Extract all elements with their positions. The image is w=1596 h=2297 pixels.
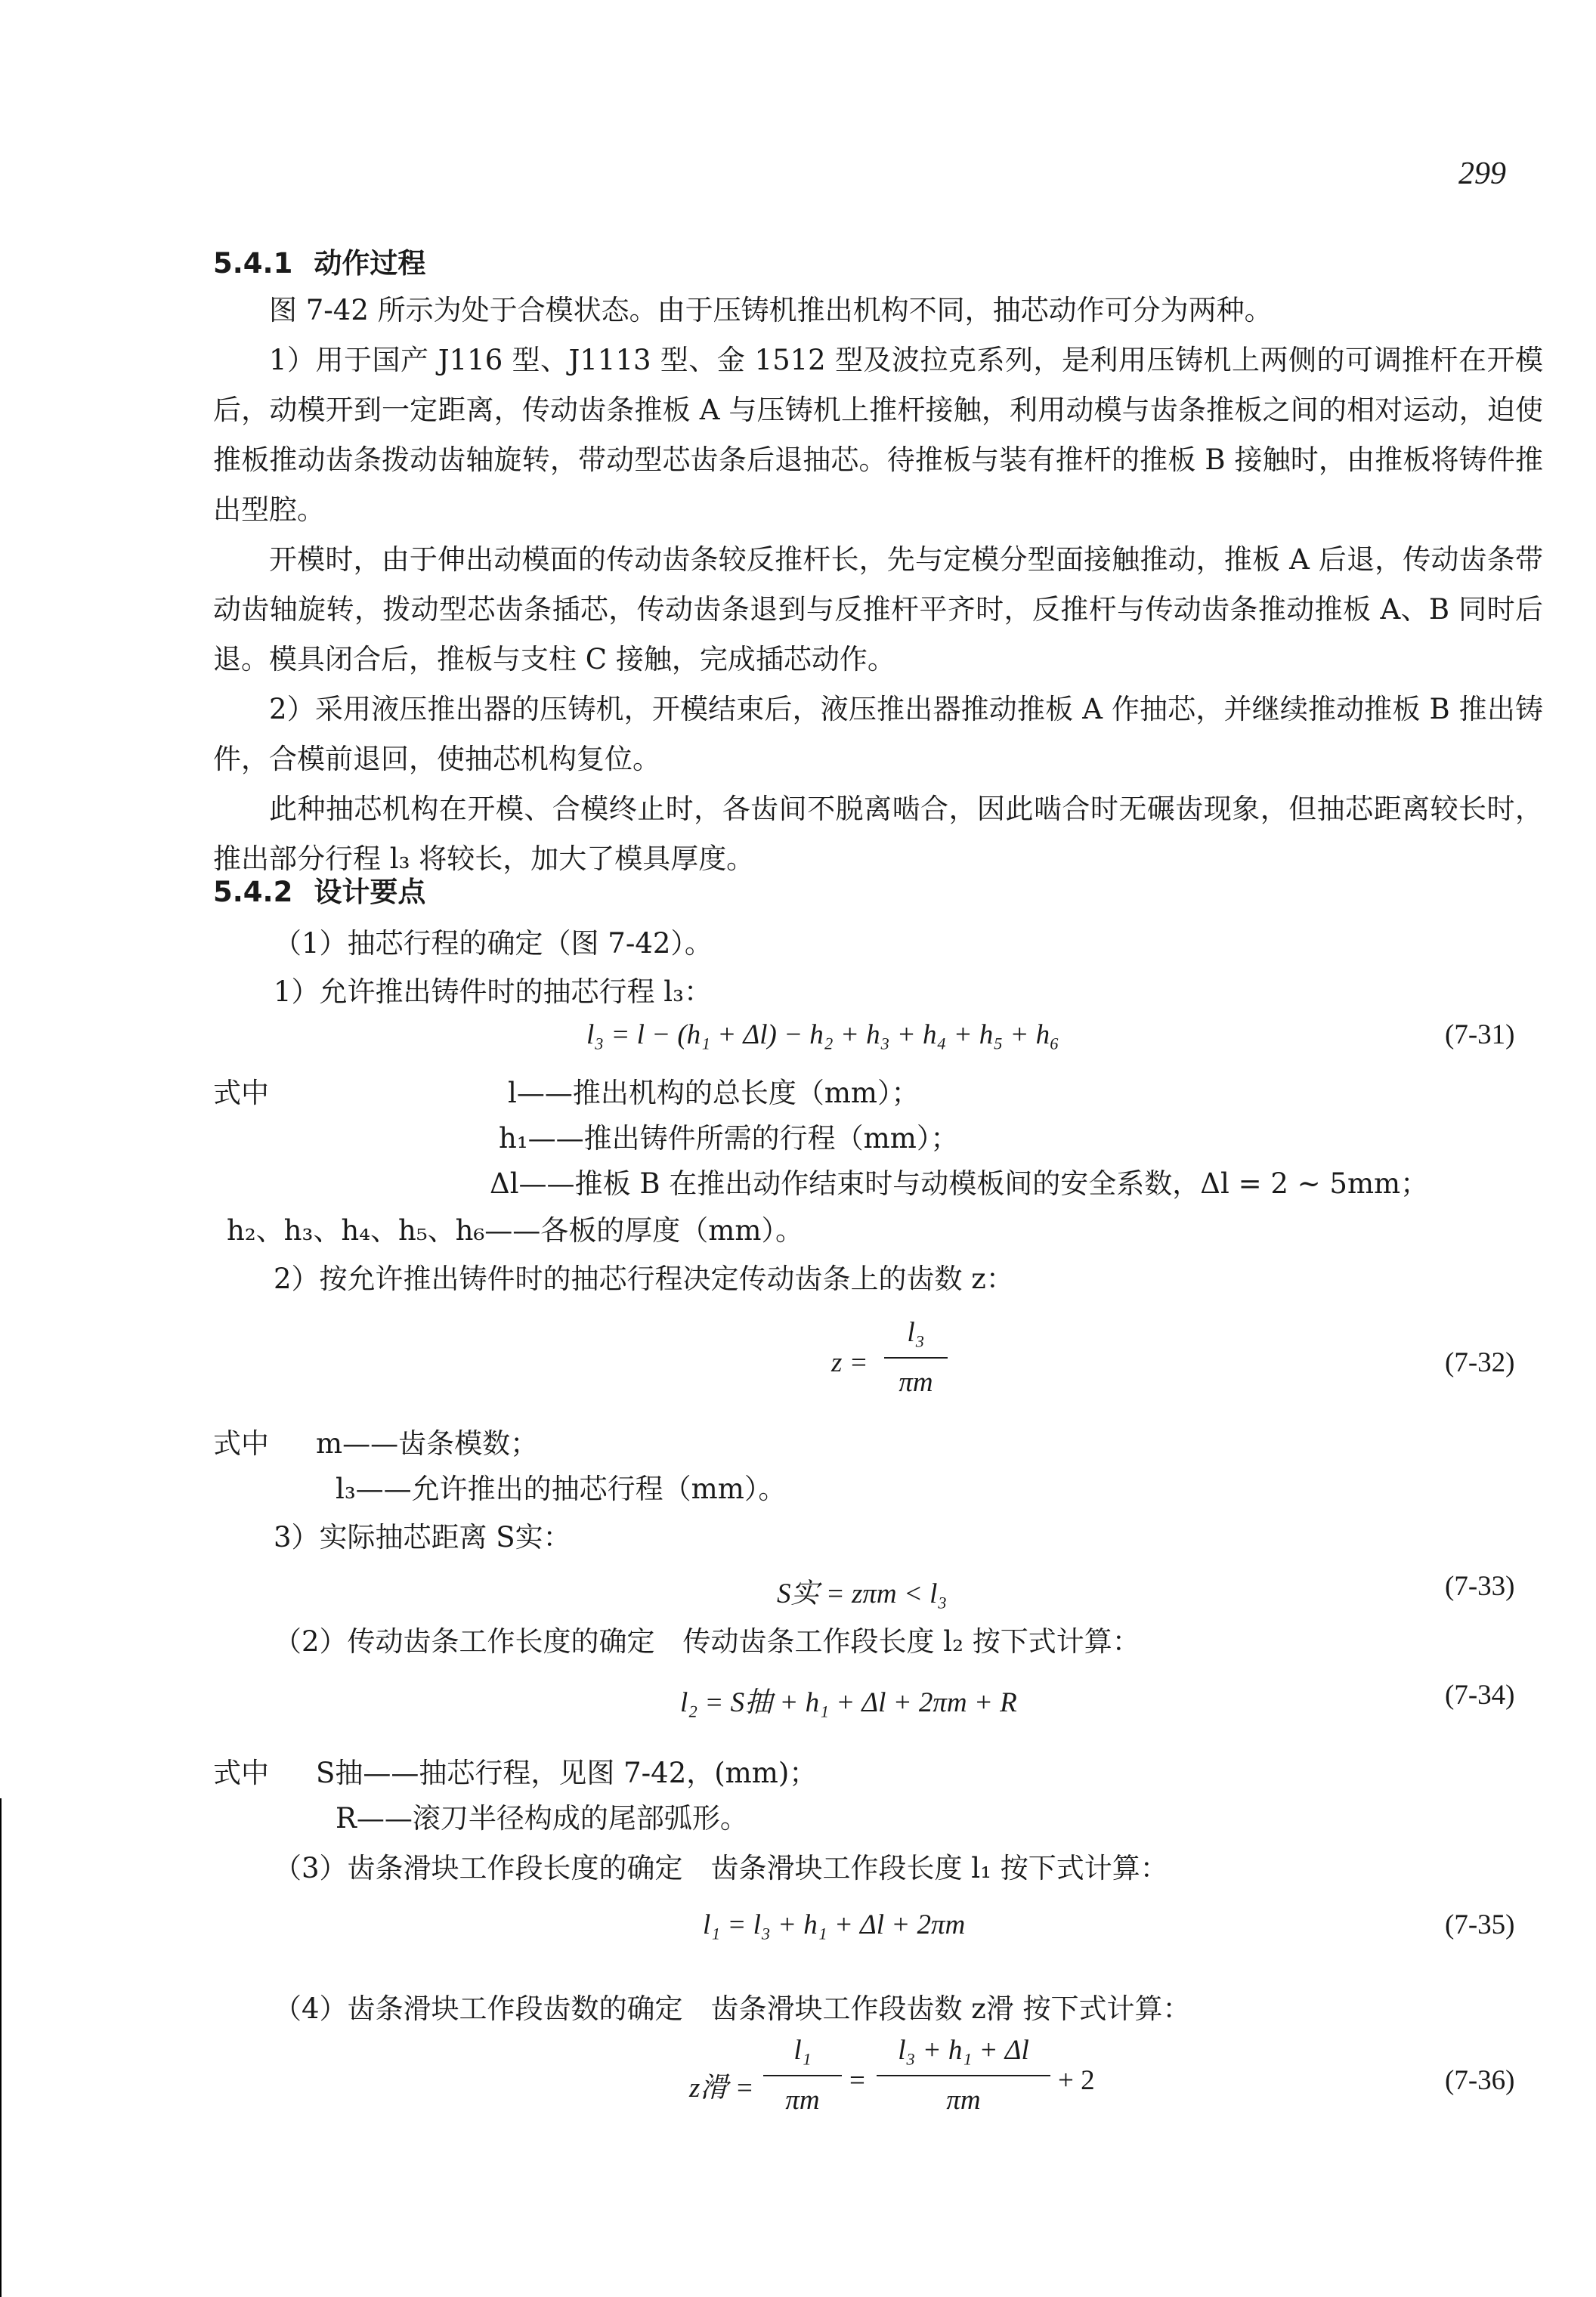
equation-7-36-numerator-1: l₁ — [793, 2035, 812, 2066]
where-l3: l₃——允许推出的抽芯行程（mm）。 — [336, 1473, 787, 1505]
equation-number-7-35: (7-35) — [1445, 1909, 1515, 1940]
where-label: 式中 — [213, 1077, 269, 1109]
equation-7-36-lhs: z滑 = — [689, 2073, 754, 2104]
equation-number-7-32: (7-32) — [1445, 1347, 1515, 1378]
where-s: S抽——抽芯行程，见图 7-42，(mm)； — [316, 1757, 818, 1789]
section-title: 设计要点 — [314, 876, 426, 908]
paragraph-mechanism-note: 此种抽芯机构在开模、合模终止时，各齿间不脱离啮合，因此啮合时无碾齿现象，但抽芯距离较长时，推出部分行程 l₃ 将较长，加大了模具厚度。 — [213, 793, 1543, 875]
item-4-heading: （4）齿条滑块工作段齿数的确定 齿条滑块工作段齿数 z滑 按下式计算： — [274, 1992, 1191, 2025]
where-label: 式中 — [213, 1427, 269, 1460]
page-number: 299 — [1458, 156, 1506, 191]
equation-7-36-equals: = — [849, 2065, 865, 2096]
item-2-heading: （2）传动齿条工作长度的确定 传动齿条工作段长度 l₂ 按下式计算： — [274, 1625, 1140, 1658]
equation-number-7-31: (7-31) — [1445, 1019, 1515, 1050]
equation-7-33: S实 = zπm < l₃ — [777, 1578, 948, 1609]
equation-7-36-denominator-1: πm — [785, 2085, 820, 2116]
where-r: R——滚刀半径构成的尾部弧形。 — [336, 1802, 748, 1835]
fraction-bar — [763, 2075, 842, 2076]
equation-number-7-34: (7-34) — [1445, 1680, 1515, 1711]
paragraph-case-1: 1）用于国产 J116 型、J1113 型、金 1512 型及波拉克系列，是利用压铸机上两侧的可调推杆在开模后，动模开到一定距离，传动齿条推板 A 与压铸机上推杆接触，利用动模与齿条推板之间的相对运动，迫使推板推动齿条拨动齿轴旋转，带动型芯齿条后退抽芯。待推板与装有推杆的推板 B 接触时，由推板将铸件推出型腔。 — [213, 344, 1543, 526]
equation-7-34: l₂ = S抽 + h₁ + Δl + 2πm + R — [680, 1687, 1017, 1718]
where-label: 式中 — [213, 1757, 269, 1789]
sub-item-1: 1）允许推出铸件时的抽芯行程 l₃： — [274, 975, 712, 1008]
paragraph-case-2: 2）采用液压推出器的压铸机，开模结束后，液压推出器推动推板 A 作抽芯，并继续推动推板 B 推出铸件，合模前退回，使抽芯机构复位。 — [213, 693, 1543, 775]
where-delta-l: Δl——推板 B 在推出动作结束时与动模板间的安全系数，Δl = 2 ~ 5mm； — [490, 1167, 1429, 1200]
fraction-bar — [884, 1357, 948, 1359]
equation-7-31: l₃ = l − (h₁ + Δl) − h₂ + h₃ + h₄ + h₅ + h₆ — [586, 1019, 1059, 1050]
equation-7-32-denominator: πm — [899, 1367, 933, 1398]
equation-7-36-tail: + 2 — [1058, 2065, 1095, 2096]
equation-number-7-36: (7-36) — [1445, 2065, 1515, 2096]
scan-margin-line — [0, 1798, 2, 2297]
item-1-heading: （1）抽芯行程的确定（图 7-42）。 — [274, 927, 713, 960]
equation-7-32-lhs: z = — [831, 1347, 868, 1378]
equation-7-32-numerator: l₃ — [907, 1317, 925, 1348]
section-heading-5-4-2 — [213, 869, 425, 910]
section-heading-5-4-1 — [213, 240, 425, 281]
equation-7-35: l₁ = l₃ + h₁ + Δl + 2πm — [703, 1909, 966, 1940]
sub-item-3: 3）实际抽芯距离 S实： — [274, 1521, 571, 1553]
equation-7-36-denominator-2: πm — [946, 2085, 981, 2116]
where-h-plates: h₂、h₃、h₄、h₅、h₆——各板的厚度（mm）。 — [227, 1214, 803, 1247]
item-3-heading: （3）齿条滑块工作段长度的确定 齿条滑块工作段长度 l₁ 按下式计算： — [274, 1852, 1168, 1884]
sub-item-2: 2）按允许推出铸件时的抽芯行程决定传动齿条上的齿数 z： — [274, 1263, 1014, 1295]
section-number: 5.4.1 — [213, 247, 293, 280]
equation-number-7-33: (7-33) — [1445, 1571, 1515, 1602]
where-l: l——推出机构的总长度（mm）； — [508, 1077, 920, 1109]
where-m: m——齿条模数； — [316, 1427, 539, 1460]
section-title: 动作过程 — [314, 247, 426, 280]
where-h1: h₁——推出铸件所需的行程（mm）； — [499, 1122, 959, 1155]
equation-7-36-numerator-2: l₃ + h₁ + Δl — [898, 2035, 1029, 2066]
paragraph-intro: 图 7-42 所示为处于合模状态。由于压铸机推出机构不同，抽芯动作可分为两种。 — [269, 294, 1273, 326]
paragraph-opening: 开模时，由于伸出动模面的传动齿条较反推杆长，先与定模分型面接触推动，推板 A 后退，传动齿条带动齿轴旋转，拨动型芯齿条插芯，传动齿条退到与反推杆平齐时，反推杆与传动齿条推动推板 A、B 同时后退。模具闭合后，推板与支柱 C 接触，完成插芯动作。 — [213, 543, 1543, 675]
fraction-bar — [877, 2075, 1050, 2076]
section-number: 5.4.2 — [213, 876, 293, 908]
